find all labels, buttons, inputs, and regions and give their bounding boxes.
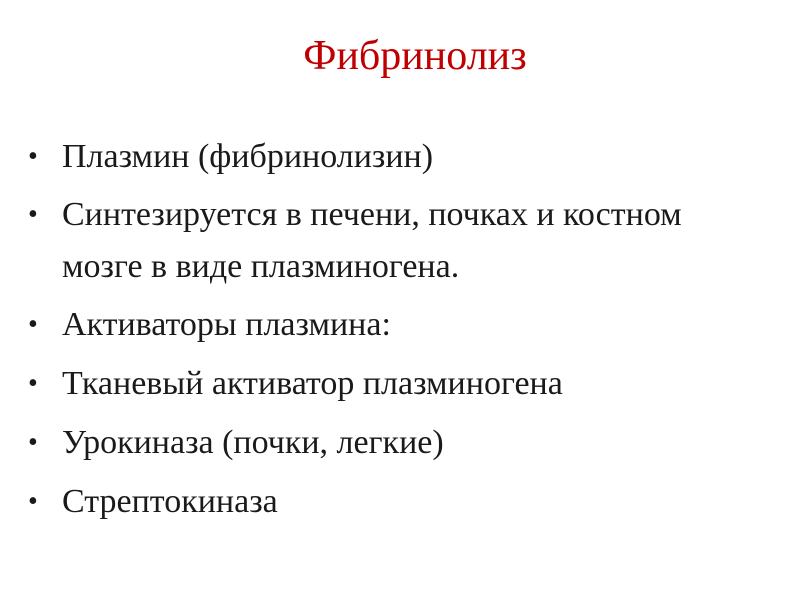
bullet-item-tissue-activator [28, 357, 768, 411]
bullet-text: Стрептокиназа [62, 483, 278, 520]
bullet-item-urokinase [28, 416, 768, 470]
slide-title: Фибринолиз [303, 33, 527, 79]
bullet-icon: • [28, 199, 38, 230]
bullet-icon: • [28, 368, 38, 399]
bullet-icon: • [28, 427, 38, 458]
bullet-item-synthesis [28, 189, 768, 293]
bullet-item-activators [28, 298, 768, 352]
bullet-list [28, 130, 768, 534]
bullet-text: Тканевый активатор плазминогена [62, 365, 563, 402]
bullet-icon: • [28, 141, 38, 172]
bullet-text: Синтезируется в печени, почках и костном мозге в виде плазминогена. [62, 196, 682, 285]
bullet-icon: • [28, 309, 38, 340]
bullet-text: Активаторы плазмина: [62, 306, 391, 343]
bullet-item-plasmin [28, 130, 768, 184]
bullet-item-streptokinase [28, 475, 768, 529]
bullet-text: Плазмин (фибринолизин) [62, 138, 434, 175]
bullet-icon: • [28, 486, 38, 517]
bullet-text: Урокиназа (почки, легкие) [62, 424, 444, 461]
